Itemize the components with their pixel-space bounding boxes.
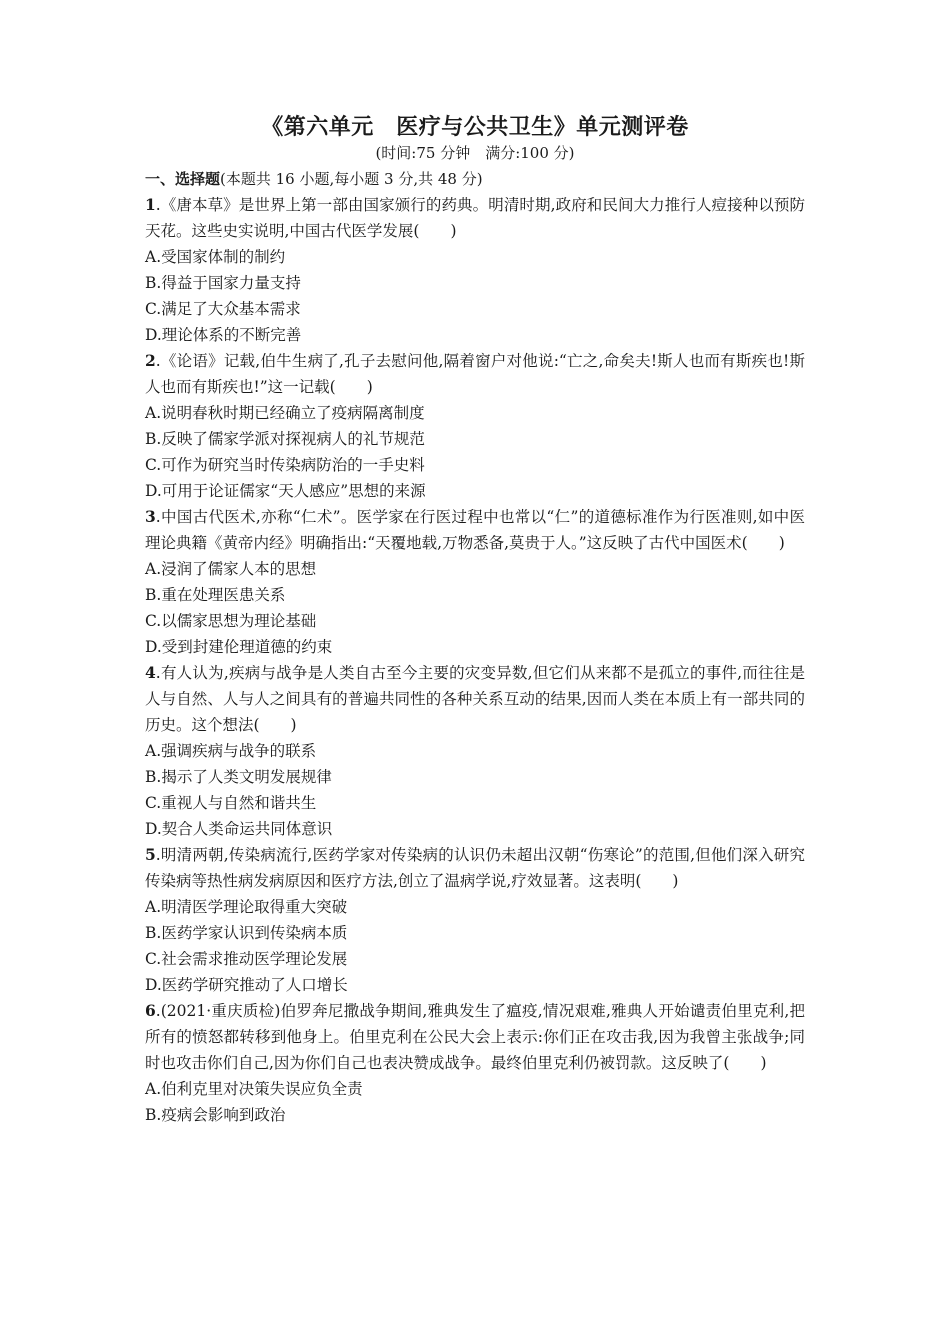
question-number: 6 — [145, 1001, 156, 1020]
question-4 — [145, 660, 805, 842]
option-c: C.以儒家思想为理论基础 — [145, 612, 317, 630]
question-text: .《论语》记载,伯牛生病了,孔子去慰问他,隔着窗户对他说:“亡之,命矣夫!斯人也而有斯疾也!斯人也而有斯疾也!”这一记载( ) — [145, 352, 805, 396]
question-number: 1 — [145, 195, 156, 214]
option-c: C.可作为研究当时传染病防治的一手史料 — [145, 456, 425, 474]
question-number: 2 — [145, 351, 156, 370]
question-number: 3 — [145, 507, 156, 526]
option-a: A.伯利克里对决策失误应负全责 — [145, 1080, 363, 1098]
option-b: B.医药学家认识到传染病本质 — [145, 924, 348, 942]
option-a: A.受国家体制的制约 — [145, 248, 286, 266]
question-2 — [145, 348, 805, 504]
option-d: D.医药学研究推动了人口增长 — [145, 976, 348, 994]
option-c: C.重视人与自然和谐共生 — [145, 794, 317, 812]
option-b: B.反映了儒家学派对探视病人的礼节规范 — [145, 430, 425, 448]
option-a: A.强调疾病与战争的联系 — [145, 742, 317, 760]
option-d: D.受到封建伦理道德的约束 — [145, 638, 333, 656]
question-text: .明清两朝,传染病流行,医药学家对传染病的认识仍未超出汉朝“伤寒论”的范围,但他们深入研究传染病等热性病发病原因和医疗方法,创立了温病学说,疗效显著。这表明( ) — [145, 846, 805, 890]
question-stem — [145, 842, 805, 894]
option-b: B.得益于国家力量支持 — [145, 274, 301, 292]
question-3 — [145, 504, 805, 660]
section-note: (本题共 16 小题,每小题 3 分,共 48 分) — [220, 170, 483, 188]
question-stem — [145, 504, 805, 556]
question-6 — [145, 998, 805, 1128]
option-c: C.满足了大众基本需求 — [145, 300, 301, 318]
option-b: B.重在处理医患关系 — [145, 586, 286, 604]
option-b: B.揭示了人类文明发展规律 — [145, 768, 332, 786]
section-heading — [145, 166, 805, 192]
option-d: D.理论体系的不断完善 — [145, 326, 302, 344]
document-page — [145, 112, 805, 1128]
question-text: .有人认为,疾病与战争是人类自古至今主要的灾变异数,但它们从来都不是孤立的事件,而往往是人与自然、人与人之间具有的普遍共同性的各种关系互动的结果,因而人类在本质上有一部共同的历史。这个想法( ) — [145, 664, 805, 734]
option-b: B.疫病会影响到政治 — [145, 1106, 286, 1124]
question-text: .中国古代医术,亦称“仁术”。医学家在行医过程中也常以“仁”的道德标准作为行医准则,如中医理论典籍《黄帝内经》明确指出:“天覆地载,万物悉备,莫贵于人。”这反映了古代中国医术( ) — [145, 508, 805, 552]
question-stem — [145, 192, 805, 244]
option-a: A.明清医学理论取得重大突破 — [145, 898, 348, 916]
page-title: 《第六单元 医疗与公共卫生》单元测评卷 — [261, 114, 689, 140]
option-c: C.社会需求推动医学理论发展 — [145, 950, 348, 968]
option-d: D.契合人类命运共同体意识 — [145, 820, 333, 838]
question-stem — [145, 998, 805, 1076]
question-1 — [145, 192, 805, 348]
question-stem — [145, 660, 805, 738]
option-a: A.说明春秋时期已经确立了疫病隔离制度 — [145, 404, 425, 422]
option-d: D.可用于论证儒家“天人感应”思想的来源 — [145, 482, 426, 500]
option-a: A.浸润了儒家人本的思想 — [145, 560, 317, 578]
question-number: 4 — [145, 663, 156, 682]
section-title: 一、选择题 — [145, 170, 221, 188]
exam-info: (时间:75 分钟 满分:100 分) — [375, 144, 575, 162]
question-number: 5 — [145, 845, 156, 864]
question-text: .(2021·重庆质检)伯罗奔尼撒战争期间,雅典发生了瘟疫,情况艰难,雅典人开始谴责伯里克利,把所有的愤怒都转移到他身上。伯里克利在公民大会上表示:你们正在攻击我,因为我曾主张战争;同时也攻击你们自己,因为你们自己也表决赞成战争。最终伯里克利仍被罚款。这反映了( ) — [145, 1002, 805, 1072]
question-5 — [145, 842, 805, 998]
question-stem — [145, 348, 805, 400]
question-text: .《唐本草》是世界上第一部由国家颁行的药典。明清时期,政府和民间大力推行人痘接种以预防天花。这些史实说明,中国古代医学发展( ) — [145, 196, 805, 240]
